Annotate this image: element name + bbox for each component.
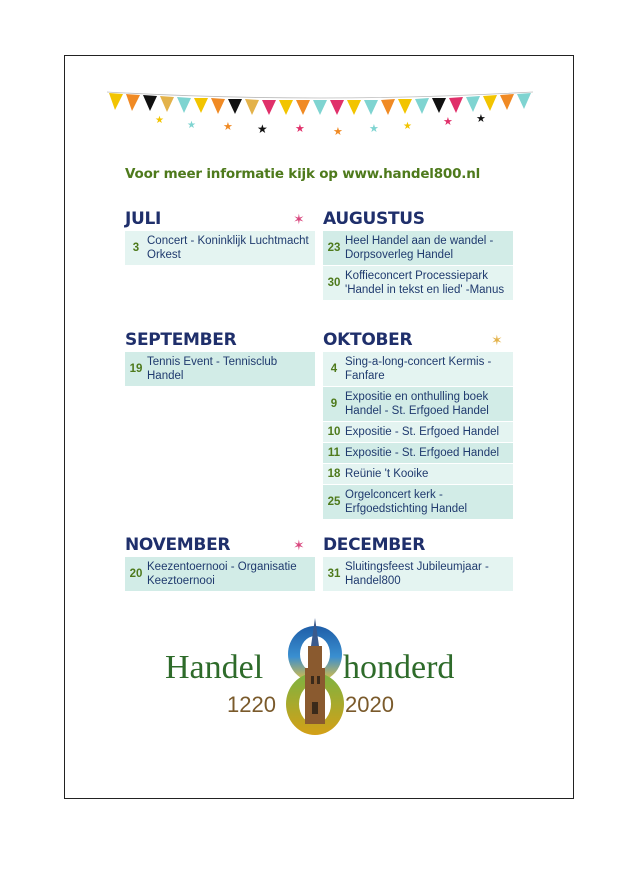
- svg-text:✶: ✶: [293, 538, 305, 552]
- month-name: SEPTEMBER: [125, 330, 237, 350]
- svg-text:★: ★: [155, 115, 164, 126]
- bunting-decoration: [105, 90, 535, 170]
- svg-text:★: ★: [403, 121, 412, 132]
- event-text: Koffieconcert Processiepark 'Handel in tekst en lied' -Manus: [345, 270, 505, 296]
- month-november: [125, 534, 315, 591]
- church-tower: [305, 668, 325, 724]
- event-row: [323, 464, 513, 484]
- event-day: 9: [330, 398, 338, 410]
- event-text: Sluitingsfeest Jubileumjaar - Handel800: [345, 561, 489, 587]
- month-title: [125, 329, 315, 351]
- event-text: Expositie - St. Erfgoed Handel: [345, 447, 500, 459]
- event-text: Keezentoernooi - Organisatie Keeztoernooi: [147, 561, 297, 587]
- event-day: 30: [327, 277, 341, 289]
- month-name: DECEMBER: [323, 535, 425, 555]
- event-day: 23: [327, 242, 341, 254]
- event-text: Concert - Koninklijk Luchtmacht Orkest: [147, 235, 309, 261]
- info-line: Voor meer informatie kijk op www.handel800.nl: [125, 166, 481, 182]
- star-icon: [293, 538, 307, 552]
- logo-year-end: 2020: [345, 692, 394, 717]
- svg-text:★: ★: [476, 113, 486, 125]
- svg-text:✶: ✶: [293, 212, 305, 226]
- month-name: NOVEMBER: [125, 535, 231, 555]
- poster-frame: [64, 55, 574, 799]
- event-row: [323, 231, 513, 265]
- month-title: [125, 208, 315, 230]
- handel800-logo: [165, 616, 485, 736]
- logo-right-word: honderd: [343, 649, 455, 686]
- month-title: [323, 329, 513, 351]
- event-text: Sing-a-long-concert Kermis - Fanfare: [345, 356, 492, 382]
- event-text: Heel Handel aan de wandel - Dorpsoverleg Handel: [345, 235, 494, 261]
- event-row: [125, 231, 315, 265]
- event-text: Orgelconcert kerk - Erfgoedstichting Handel: [345, 489, 468, 515]
- month-name: AUGUSTUS: [323, 209, 425, 229]
- event-day: 20: [129, 568, 143, 580]
- month-augustus: [323, 208, 513, 300]
- event-row: [323, 557, 513, 591]
- svg-text:★: ★: [223, 121, 233, 133]
- month-september: [125, 329, 315, 386]
- event-row: [323, 443, 513, 463]
- svg-text:★: ★: [257, 122, 268, 136]
- event-row: [323, 352, 513, 386]
- event-day: 19: [129, 363, 143, 375]
- logo-year-start: 1220: [227, 692, 276, 717]
- month-juli: [125, 208, 315, 265]
- event-row: [323, 266, 513, 300]
- svg-text:✶: ✶: [491, 333, 503, 347]
- month-december: [323, 534, 513, 591]
- svg-text:★: ★: [333, 126, 343, 138]
- event-row: [323, 485, 513, 519]
- event-text: Tennis Event - Tennisclub Handel: [147, 356, 278, 382]
- month-oktober: [323, 329, 513, 519]
- event-day: 3: [132, 242, 140, 254]
- event-row: [125, 352, 315, 386]
- svg-text:★: ★: [295, 123, 305, 135]
- month-title: [323, 534, 513, 556]
- star-icon: [293, 212, 307, 226]
- month-title: [323, 208, 513, 230]
- star-icon: [491, 333, 505, 347]
- event-row: [125, 557, 315, 591]
- month-title: [125, 534, 315, 556]
- logo-left-word: Handel: [165, 649, 264, 686]
- event-day: 11: [327, 447, 341, 459]
- svg-text:★: ★: [443, 116, 453, 128]
- event-day: 31: [327, 568, 341, 580]
- svg-text:★: ★: [187, 120, 196, 131]
- event-day: 18: [327, 468, 341, 480]
- event-row: [323, 422, 513, 442]
- event-text: Reünie 't Kooike: [345, 468, 429, 480]
- month-name: OKTOBER: [323, 330, 413, 350]
- event-row: [323, 387, 513, 421]
- event-day: 4: [330, 363, 338, 375]
- event-day: 25: [327, 496, 341, 508]
- svg-text:★: ★: [369, 123, 379, 135]
- month-name: JULI: [125, 209, 162, 229]
- event-text: Expositie en onthulling boek Handel - St. Erfgoed Handel: [345, 391, 489, 417]
- event-day: 10: [327, 426, 341, 438]
- event-text: Expositie - St. Erfgoed Handel: [345, 426, 500, 438]
